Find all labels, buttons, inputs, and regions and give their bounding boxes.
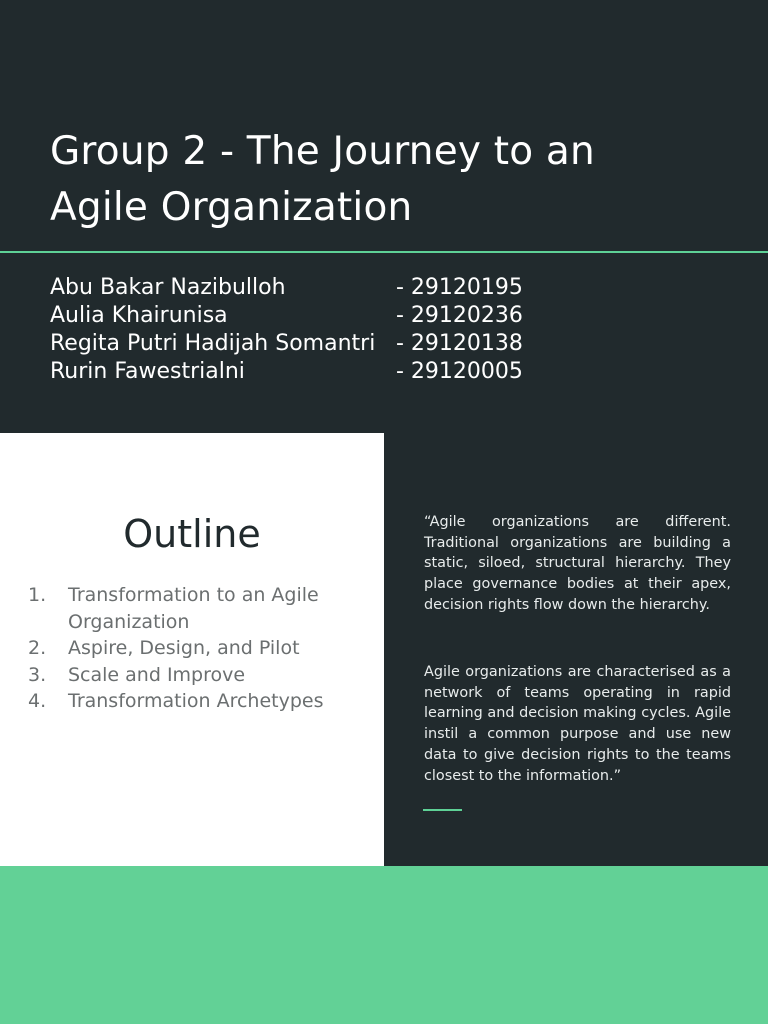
- member-list: [50, 274, 750, 386]
- outline-item-text: Transformation Archetypes: [68, 690, 324, 712]
- quote-panel: [384, 433, 768, 866]
- slide-title: [50, 124, 740, 236]
- member-id: - 29120236: [396, 303, 523, 328]
- outline-item-number: 2.: [28, 637, 47, 659]
- outline-list: [28, 582, 358, 715]
- member-row: [50, 302, 750, 330]
- quote-paragraph-1: “Agile organizations are different. Traditional organizations are building a static, siloed, structural hierarchy. They place governance bodies at their apex, decision rights flow down the hierarchy.: [424, 514, 731, 613]
- member-row: [50, 330, 750, 358]
- outline-item-text: Transformation to an Agile Organization: [68, 584, 319, 633]
- outline-item-number: 4.: [28, 690, 47, 712]
- accent-line: [423, 809, 462, 811]
- quote-paragraph-2: Agile organizations are characterised as a network of teams operating in rapid learning and decision making cycles. Agile instil a common purpose and use new data to give decision rights to the teams closest to the information.”: [424, 664, 731, 784]
- outline-item-text: Aspire, Design, and Pilot: [68, 637, 300, 659]
- member-name: Rurin Fawestrialni: [50, 359, 245, 384]
- outline-item-text: Scale and Improve: [68, 663, 246, 686]
- title-slide: [0, 0, 768, 433]
- outline-item-number: 3.: [28, 663, 47, 686]
- member-row: [50, 274, 750, 302]
- footer-band: [0, 866, 768, 1024]
- member-row: [50, 358, 750, 386]
- title-divider: [0, 251, 768, 253]
- member-name: Aulia Khairunisa: [50, 303, 228, 328]
- member-id: - 29120138: [396, 331, 523, 356]
- title-line-2: Agile Organization: [50, 185, 413, 230]
- outline-item-number: 1.: [28, 584, 47, 606]
- outline-item: [28, 635, 358, 662]
- outline-item: [28, 662, 358, 689]
- outline-item: [28, 582, 358, 635]
- member-id: - 29120005: [396, 359, 523, 384]
- outline-heading: Outline: [123, 512, 261, 556]
- title-line-1: Group 2 - The Journey to an: [50, 129, 595, 174]
- outline-item: [28, 688, 358, 715]
- member-id: - 29120195: [396, 275, 523, 300]
- member-name: Abu Bakar Nazibulloh: [50, 275, 286, 300]
- member-name: Regita Putri Hadijah Somantri: [50, 331, 376, 356]
